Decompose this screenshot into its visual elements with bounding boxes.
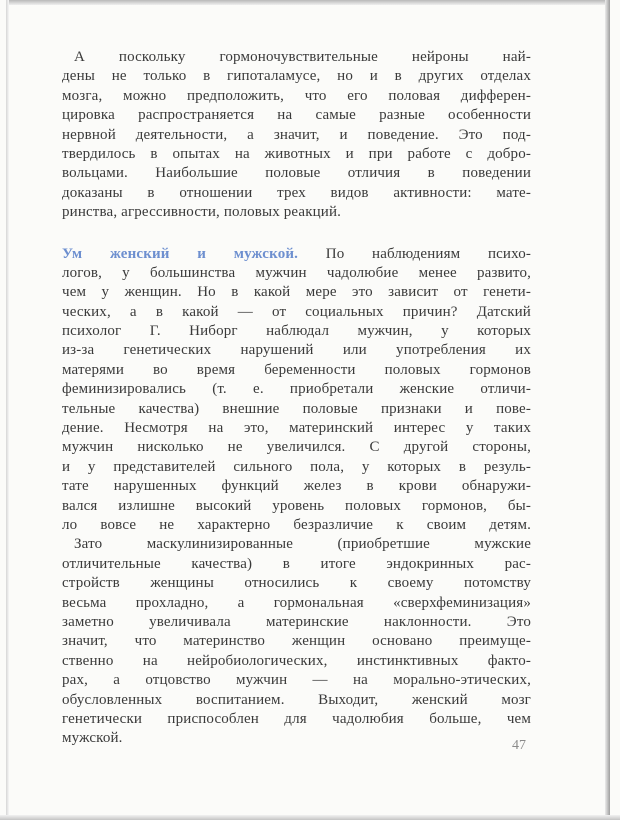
page-edge-bottom	[0, 815, 620, 820]
text-line: чем у женщин. Но в какой мере это зависит от генети-	[62, 284, 531, 301]
text-line: дены не только в гипоталамусе, но и в других отделах	[62, 68, 531, 85]
text-line: нервной деятельности, а значит, и поведение. Это под-	[62, 126, 531, 143]
text-line: рах, а отцовство мужчин — на морально-этических,	[62, 672, 531, 689]
text-line: из-за генетических нарушений или употребления их	[62, 342, 531, 359]
section-heading: Ум женский и мужской.	[62, 245, 299, 262]
text-line: отличительные качества) в итоге эндокринных рас-	[62, 555, 531, 572]
text-line: стройств женщины относились к своему потомству	[62, 575, 531, 592]
text-line: ческих, а в какой — от социальных причин? Датский	[62, 303, 531, 320]
text-line: обусловленных воспитанием. Выходит, женский мозг	[62, 691, 531, 708]
text-line: цировка распространяется на самые разные особенности	[62, 107, 531, 124]
text-line: матерями во время беременности половых гормонов	[62, 361, 531, 378]
text-line: генетически приспособлен для чадолюбия больше, чем	[62, 710, 531, 727]
text-line: А поскольку гормоночувствительные нейроны най-	[74, 49, 531, 65]
text-line: тате нарушенных функций желез в крови обнаружи-	[62, 478, 531, 495]
heading-line-rest: По наблюдениям психо-	[325, 245, 531, 262]
page-edge-right	[605, 0, 610, 815]
page-edge-top	[8, 0, 608, 5]
text-line: заметно увеличивала материнские наклонности. Это	[62, 613, 531, 630]
text-line: мужской.	[62, 730, 123, 747]
text-line: ло вовсе не характерно безразличие к своим детям.	[62, 516, 531, 533]
text-line: психолог Г. Ниборг наблюдал мужчин, у которых	[62, 323, 531, 340]
section-gap	[62, 223, 531, 245]
text-line: логов, у большинства мужчин чадолюбие менее развито,	[62, 264, 531, 281]
text-line: ственно на нейробиологических, инстинктивных факто-	[62, 652, 531, 669]
page-edge-left	[6, 0, 9, 820]
text-line: и у представителей сильного пола, у которых в резуль-	[62, 458, 531, 475]
paragraph-hormone-neurons	[62, 48, 531, 223]
text-line: значит, что материнство женщин основано преимуще-	[62, 633, 531, 650]
paragraph-female-male-mind	[62, 245, 531, 536]
page-number: 47	[512, 738, 526, 753]
paragraph-masculinized-women	[62, 535, 531, 748]
text-line: весьма прохладно, а гормональная «сверхфеминизация»	[62, 594, 531, 611]
text-line: доказаны в отношении трех видов активности: мате-	[62, 184, 531, 201]
text-line: твердилось в опытах на животных и при работе с добро-	[62, 145, 531, 162]
text-line: феминизировались (т. е. приобретали женские отличи-	[62, 381, 531, 398]
text-line	[62, 245, 531, 264]
text-line: Зато маскулинизированные (приобретшие мужские	[74, 536, 531, 553]
text-line: ринства, агрессивности, половых реакций.	[62, 204, 342, 221]
text-line: дение. Несмотря на это, материнский интерес у таких	[62, 420, 531, 437]
page-text	[62, 48, 531, 749]
text-line: тельные качества) внешние половые признаки и пове-	[62, 400, 531, 417]
text-line: вался излишне высокий уровень половых гормонов, бы-	[62, 497, 531, 514]
text-line: мозга, можно предположить, что его половая дифферен-	[62, 87, 531, 104]
text-line: мужчин нисколько не увеличился. С другой стороны,	[62, 439, 531, 456]
text-line: вольцами. Наибольшие половые отличия в поведении	[62, 165, 531, 182]
